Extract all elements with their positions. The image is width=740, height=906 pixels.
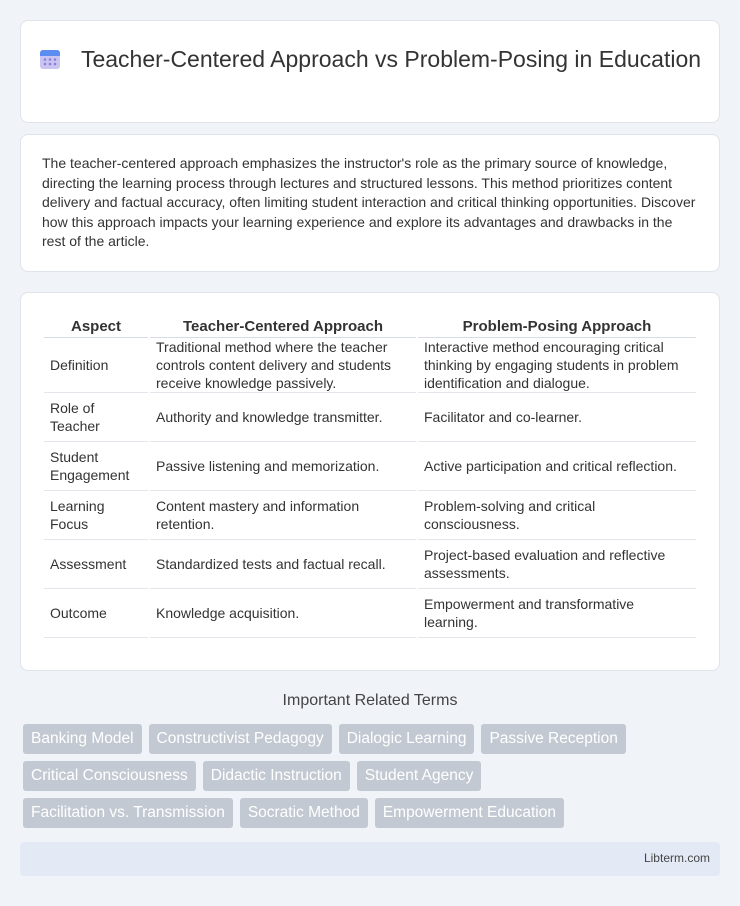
tag-row (23, 798, 723, 828)
header-aspect: Aspect (44, 316, 148, 338)
cell-teacher-centered: Authority and knowledge transmitter. (150, 393, 416, 442)
tag-banking-model[interactable]: Banking Model (23, 724, 142, 754)
tag-socratic-method[interactable]: Socratic Method (240, 798, 368, 828)
intro-card (20, 134, 720, 272)
cell-problem-posing: Problem-solving and critical consciousness. (418, 491, 696, 540)
tag-empowerment-education[interactable]: Empowerment Education (375, 798, 564, 828)
table-row (44, 589, 696, 638)
cell-teacher-centered: Traditional method where the teacher controls content delivery and students receive knowledge passively. (150, 338, 416, 393)
intro-text: The teacher-centered approach emphasizes the instructor's role as the primary source of knowledge, directing the learning process through lectures and structured lessons. This method prioritizes content delivery and factual accuracy, often limiting student interaction and critical thinking opportunities. Discover how this approach impacts your learning experience and explore its advantages and drawbacks in the rest of the article. (42, 155, 696, 249)
table-row (44, 338, 696, 393)
table-row (44, 442, 696, 491)
header-card (20, 20, 720, 123)
tag-student-agency[interactable]: Student Agency (357, 761, 482, 791)
calendar-icon (39, 48, 61, 70)
tag-dialogic-learning[interactable]: Dialogic Learning (339, 724, 475, 754)
cell-problem-posing: Facilitator and co-learner. (418, 393, 696, 442)
tag-row (23, 724, 723, 754)
footer (20, 842, 720, 876)
cell-aspect: Outcome (44, 589, 148, 638)
tag-row (23, 761, 723, 791)
page-title: Teacher-Centered Approach vs Problem-Posing in Education (80, 46, 702, 72)
cell-problem-posing: Empowerment and transformative learning. (418, 589, 696, 638)
table-row (44, 540, 696, 589)
footer-site-link[interactable]: Libterm.com (643, 851, 710, 865)
page-title-wrap (21, 45, 719, 74)
cell-teacher-centered: Standardized tests and factual recall. (150, 540, 416, 589)
cell-aspect: Assessment (44, 540, 148, 589)
cell-teacher-centered: Content mastery and information retention. (150, 491, 416, 540)
tag-passive-reception[interactable]: Passive Reception (481, 724, 625, 754)
tag-facilitation-vs-transmission[interactable]: Facilitation vs. Transmission (23, 798, 233, 828)
tag-didactic-instruction[interactable]: Didactic Instruction (203, 761, 350, 791)
cell-aspect: Role of Teacher (44, 393, 148, 442)
cell-teacher-centered: Passive listening and memorization. (150, 442, 416, 491)
header-teacher-centered: Teacher-Centered Approach (150, 316, 416, 338)
comparison-table (42, 316, 698, 638)
cell-problem-posing: Active participation and critical reflection. (418, 442, 696, 491)
table-row (44, 393, 696, 442)
comparison-card (20, 292, 720, 671)
cell-aspect: Learning Focus (44, 491, 148, 540)
cell-aspect: Definition (44, 338, 148, 393)
tag-critical-consciousness[interactable]: Critical Consciousness (23, 761, 196, 791)
table-header-row (44, 316, 696, 338)
related-terms (23, 724, 723, 835)
header-problem-posing: Problem-Posing Approach (418, 316, 696, 338)
related-terms-heading: Important Related Terms (282, 692, 458, 709)
cell-problem-posing: Project-based evaluation and reflective assessments. (418, 540, 696, 589)
cell-problem-posing: Interactive method encouraging critical thinking by engaging students in problem identification and dialogue. (418, 338, 696, 393)
cell-teacher-centered: Knowledge acquisition. (150, 589, 416, 638)
cell-aspect: Student Engagement (44, 442, 148, 491)
tag-constructivist-pedagogy[interactable]: Constructivist Pedagogy (149, 724, 332, 754)
table-row (44, 491, 696, 540)
